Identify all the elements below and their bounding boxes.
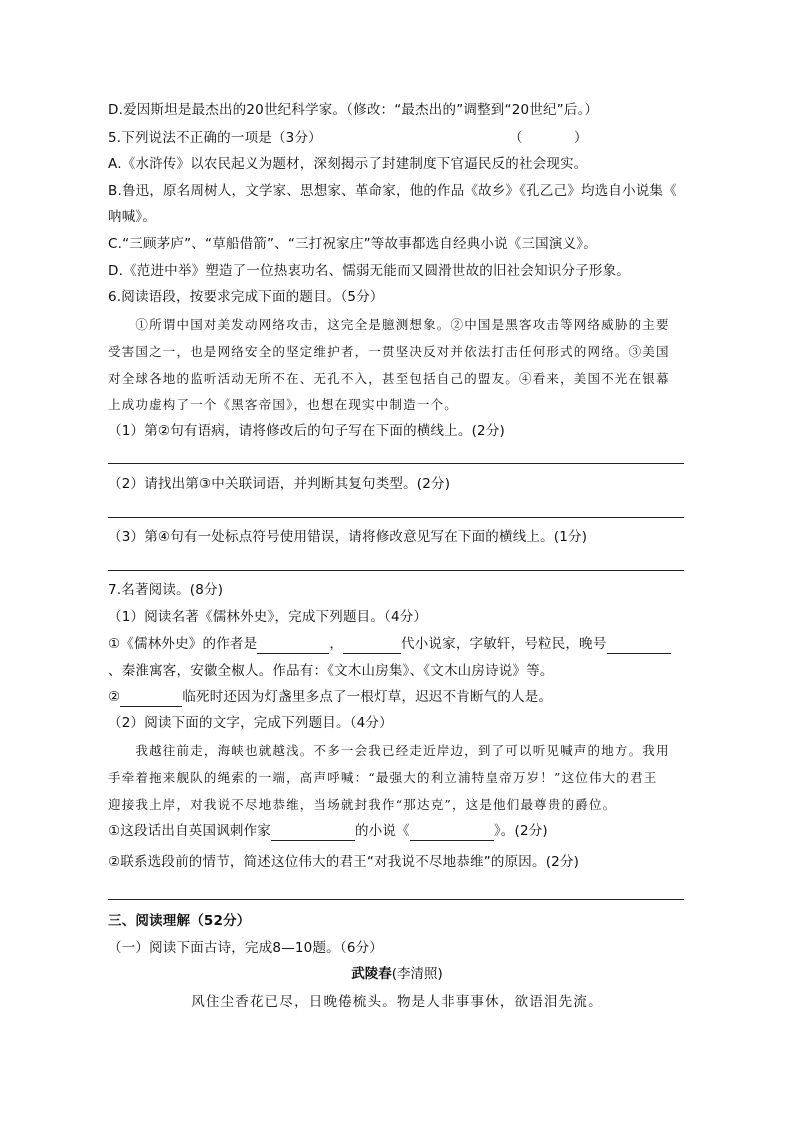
section3-part1-stem: （一）阅读下面古诗，完成8—10题。（6分） [108, 940, 384, 956]
q6-stem: 6.阅读语段，按要求完成下面的题目。（5分） [108, 289, 384, 305]
q7-sub1: （1）阅读名著《儒林外史》，完成下列题目。（4分） [108, 609, 428, 625]
q5-option-b-line2: 呐喊》。 [108, 209, 157, 225]
dynasty-blank[interactable] [343, 638, 401, 654]
q7-sub1-item1-text-b: ， [329, 636, 344, 652]
q7-sub2-answer-line[interactable] [108, 899, 684, 900]
q7-sub1-item1-text-c: 代小说家，字敏轩，号粒民，晚号 [401, 636, 607, 652]
q6-sub2-answer-line[interactable] [108, 517, 684, 518]
writer-blank[interactable] [271, 825, 355, 841]
q5-option-d: D.《范进中举》塑造了一位热衷功名、懦弱无能而又圆滑世故的旧社会知识分子形象。 [108, 263, 630, 279]
q7-sub1-item1-line1 [108, 634, 671, 654]
q6-sub3-answer-line[interactable] [108, 570, 684, 571]
q7-passage-line1: 我越往前走，海峡也就越浅。不多一会我已经走近岸边，到了可以听见喊声的地方。我用 [108, 743, 670, 758]
q6-sub1: （1）第②句有语病，请将修改后的句子写在下面的横线上。(2分) [108, 423, 506, 439]
q5-answer-paren[interactable]: （ ） [509, 130, 588, 146]
poem-line1: 风住尘香花已尽，日晚倦梳头。物是人非事事休，欲语泪先流。 [191, 994, 603, 1010]
poem-heading [0, 964, 794, 984]
q6-passage-line3: 对全球各地的监听活动无所不在、无孔不入，甚至包括自己的盟友。④看来，美国不光在银幕 [108, 371, 670, 386]
section3-heading: 三、阅读理解（52分） [108, 913, 251, 929]
q6-passage-line2: 受害国之一，也是网络安全的坚定维护者，一贯坚决反对并依法打击任何形式的网络。③美国 [108, 344, 670, 359]
poem-author: (李清照) [391, 966, 443, 982]
character-blank[interactable] [120, 691, 182, 707]
q7-stem: 7.名著阅读。(8分) [108, 582, 224, 598]
q6-sub3: （3）第④句有一处标点符号使用错误，请将修改意见写在下面的横线上。(1分) [108, 529, 588, 545]
q7-sub1-item2 [108, 687, 552, 707]
q7-sub2-item1-text-c: 》。(2分) [493, 823, 548, 839]
q7-passage-line2: 手牵着拖来舰队的绳索的一端，高声呼喊：“最强大的利立浦特皇帝万岁！”这位伟大的君王 [108, 770, 658, 785]
author-blank[interactable] [257, 638, 329, 654]
late-name-blank[interactable] [607, 638, 671, 654]
q5-stem: 5.下列说法不正确的一项是（3分） [108, 130, 322, 146]
q6-passage-line1: ①所谓中国对美发动网络攻击，这完全是臆测想象。②中国是黑客攻击等网络威胁的主要 [108, 317, 670, 332]
q6-sub1-answer-line[interactable] [108, 463, 684, 464]
q5-option-a: A.《水浒传》以农民起义为题材，深刻揭示了封建制度下官逼民反的社会现实。 [108, 156, 588, 172]
q7-sub1-item2-text: 临死时还因为灯盏里多点了一根灯草，迟迟不肯断气的人是。 [182, 689, 553, 705]
poem-title: 武陵春 [351, 966, 392, 982]
q5-option-b-line1: B.鲁迅，原名周树人，文学家、思想家、革命家，他的作品《故乡》《孔乙己》均选自小说集《 [108, 183, 677, 199]
q7-sub2-item1-text-a: ①这段话出自英国讽刺作家 [108, 823, 272, 839]
novel-blank[interactable] [410, 825, 494, 841]
q7-sub2-item1 [108, 821, 548, 841]
q6-passage-line4: 上成功虚构了一个《黑客帝国》，也想在现实中制造一个。 [108, 397, 458, 412]
q7-sub1-item1-text-a: ①《儒林外史》的作者是 [108, 636, 258, 652]
q7-passage-line3: 迎接我上岸，对我说不尽地恭维，当场就封我作“那达克”，这是他们最尊贵的爵位。 [108, 797, 617, 812]
q7-sub2: （2）阅读下面的文字，完成下列题目。（4分） [108, 715, 393, 731]
q6-sub2: （2）请找出第③中关联词语，并判断其复句类型。(2分) [108, 476, 451, 492]
q7-sub1-item1-line2: 、秦淮寓客，安徽全椒人。作品有：《文木山房集》、《文木山房诗说》等。 [108, 663, 554, 679]
q5-option-c: C.“三顾茅庐”、“草船借箭”、“三打祝家庄”等故事都选自经典小说《三国演义》。 [108, 236, 597, 252]
q7-sub2-item2: ②联系选段前的情节，简述这位伟大的君王“对我说不尽地恭维”的原因。(2分) [108, 854, 580, 870]
q7-sub1-item2-num: ② [108, 689, 121, 705]
q4-option-d: D.爱因斯坦是最杰出的20世纪科学家。（修改：“最杰出的”调整到“20世纪”后。） [108, 102, 599, 118]
q7-sub2-item1-text-b: 的小说《 [355, 823, 410, 839]
